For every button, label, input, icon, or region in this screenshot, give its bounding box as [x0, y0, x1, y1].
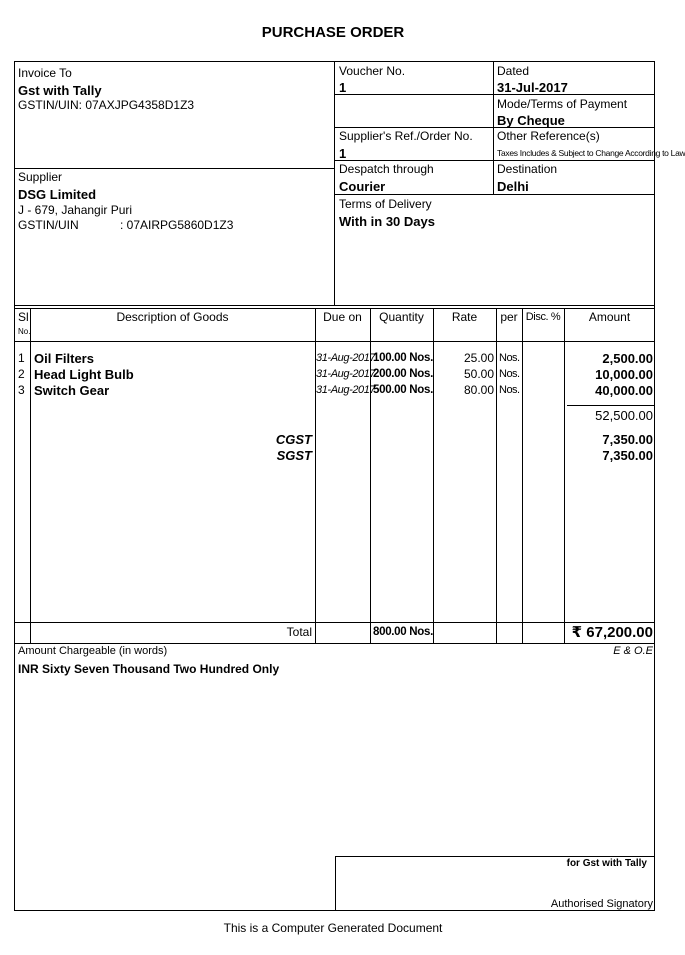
- col-rate: Rate: [451, 310, 478, 324]
- total-amount: ₹ 67,200.00: [571, 624, 653, 641]
- other-ref-value: Taxes Includes & Subject to Change According to Law: [497, 148, 685, 158]
- subtotal-rule: [567, 405, 654, 406]
- for-company: for Gst with Tally: [566, 858, 647, 869]
- despatch-value: Courier: [339, 179, 386, 194]
- mode-label: Mode/Terms of Payment: [497, 97, 628, 111]
- page-title: PURCHASE ORDER: [261, 24, 405, 41]
- computer-generated-note: This is a Computer Generated Document: [223, 921, 443, 935]
- destination-label: Destination: [497, 162, 558, 176]
- supplier-gstin-label: GSTIN/UIN: [18, 218, 79, 232]
- col-disc: Disc. %: [525, 311, 561, 323]
- invoice-to-label: Invoice To: [18, 66, 72, 80]
- supplier-name: DSG Limited: [18, 187, 97, 202]
- supplier-address: J - 679, Jahangir Puri: [18, 203, 133, 217]
- col-sl: Sl: [18, 310, 29, 324]
- despatch-label: Despatch through: [339, 162, 434, 176]
- amount-words-value: INR Sixty Seven Thousand Two Hundred Only: [18, 662, 280, 676]
- col-quantity: Quantity: [379, 310, 424, 324]
- total-label: Total: [286, 625, 312, 639]
- tax-cgst-label: CGST: [275, 432, 312, 447]
- buyer-name: Gst with Tally: [18, 83, 102, 98]
- mode-value: By Cheque: [497, 113, 565, 128]
- col-due: Due on: [323, 310, 362, 324]
- terms-label: Terms of Delivery: [339, 197, 432, 211]
- voucher-label: Voucher No.: [339, 64, 406, 78]
- col-description: Description of Goods: [116, 310, 229, 324]
- header-divider: [334, 61, 335, 306]
- supplier-ref-label: Supplier's Ref./Order No.: [339, 129, 473, 143]
- terms-value: With in 30 Days: [339, 214, 435, 229]
- authorised-signatory: Authorised Signatory: [550, 898, 653, 910]
- dated-label: Dated: [497, 64, 530, 78]
- dated-value: 31-Jul-2017: [497, 80, 568, 95]
- tax-cgst-amount: 7,350.00: [602, 432, 653, 447]
- eoe-label: E & O.E: [613, 645, 653, 657]
- buyer-gstin: GSTIN/UIN: 07AXJPG4358D1Z3: [18, 98, 195, 112]
- col-amount: Amount: [588, 310, 631, 324]
- item-description: Switch Gear: [34, 383, 110, 398]
- total-quantity: 800.00 Nos.: [373, 626, 433, 638]
- tax-sgst-amount: 7,350.00: [602, 448, 653, 463]
- meta-divider: [493, 61, 494, 195]
- invoice-supplier-divider: [14, 168, 334, 169]
- voucher-value: 1: [339, 80, 347, 95]
- supplier-ref-value: 1: [339, 146, 347, 161]
- other-ref-label: Other Reference(s): [497, 129, 600, 143]
- col-no: No.: [18, 327, 31, 336]
- tax-sgst-label: SGST: [276, 448, 312, 463]
- item-description: Head Light Bulb: [34, 367, 134, 382]
- item-description: Oil Filters: [34, 351, 94, 366]
- amount-words-label: Amount Chargeable (in words): [18, 645, 168, 657]
- supplier-gstin-value: : 07AIRPG5860D1Z3: [120, 218, 234, 232]
- subtotal-amount: 52,500.00: [595, 408, 653, 423]
- supplier-label: Supplier: [18, 170, 63, 184]
- col-per: per: [500, 310, 518, 324]
- destination-value: Delhi: [497, 179, 529, 194]
